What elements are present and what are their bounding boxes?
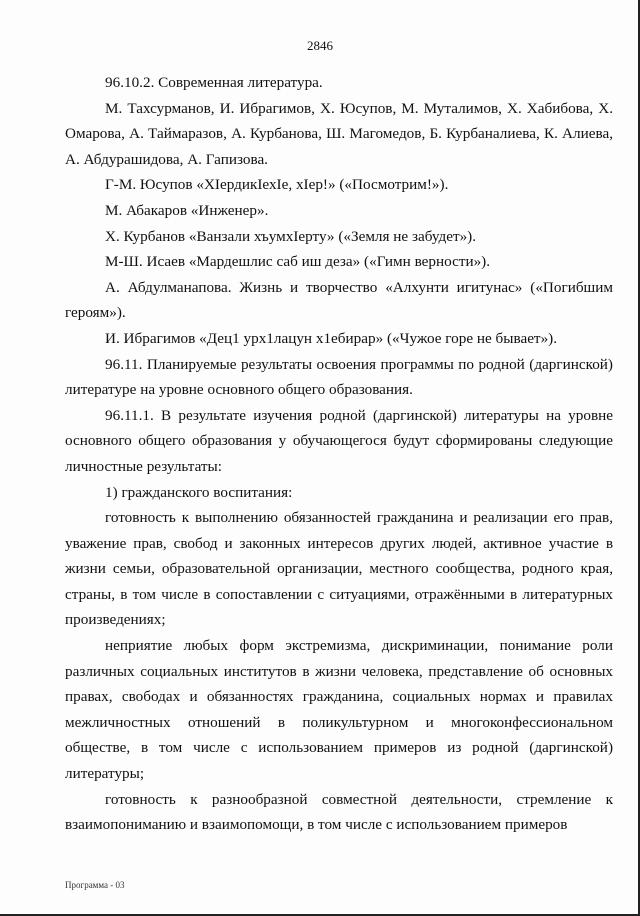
page-number: 2846 xyxy=(307,38,333,53)
section-heading-96-10-2: 96.10.2. Современная литература. xyxy=(105,74,323,91)
work-ibragimov: И. Ибрагимов «Дец1 урх1лацун х1ебирар» («Чужое горе не бывает»). xyxy=(105,329,558,347)
paragraph-readiness-cooperation: готовность к разнообразной совместной деятельности, стремление к взаимопониманию и взаимопомощи, в том числе с использованием примеров xyxy=(65,790,613,834)
work-yusupov: Г-М. Юсупов «ХIердикIехIе, хIер!» («Посмотрим!»). xyxy=(105,176,449,194)
list-item-civic-education: 1) гражданского воспитания: xyxy=(105,483,293,501)
paragraph-readiness-duties: готовность к выполнению обязанностей гражданина и реализации его прав, уважение прав, свобод и законных интересов других людей, активное участие в жизни семьи, образовательной организации, местного сообщества, родного края, страны, в том числе в сопоставлении с ситуациями, отражёнными в литературных произведениях; xyxy=(65,509,613,629)
section-96-11-1: 96.11.1. В результате изучения родной (даргинской) литературы на уровне основного общего образования у обучающегося будут сформированы следующие личностные результаты: xyxy=(65,406,613,475)
work-kurbanov: Х. Курбанов «Ванзали хъумхIерту» («Земля не забудет»). xyxy=(105,227,477,245)
paragraph-rejection-extremism: неприятие любых форм экстремизма, дискриминации, понимание роли различных социальных институтов в жизни человека, представление об основных правах, свободах и обязанностях гражданина, социальных нормах и правилах межличностных отношений в поликультурном и многоконфессиональном обществе, в том числе с использованием примеров из родной (даргинской) литературы; xyxy=(65,637,613,783)
section-heading-96-11: 96.11. Планируемые результаты освоения программы по родной (даргинской) литературе на уровне основного общего образования. xyxy=(65,355,613,399)
work-abdulmanapova: А. Абдулманапова. Жизнь и творчество «Алхунти игитунас» («Погибшим героям»). xyxy=(65,278,613,322)
authors-list: М. Тахсурманов, И. Ибрагимов, Х. Юсупов, М. Муталимов, Х. Хабибова, Х. Омарова, А. Таймаразов, А. Курбанова, Ш. Магомедов, Б. Курбаналиева, К. Алиева, А. Абдурашидова, А. Гапизова. xyxy=(65,99,613,168)
work-abakarov: М. Абакаров «Инженер». xyxy=(105,201,269,219)
work-isaev: М-Ш. Исаев «Мардешлис саб иш деза» («Гимн верности»). xyxy=(105,253,491,271)
page-footer: Программа - 03 xyxy=(65,880,125,890)
document-body xyxy=(65,70,613,838)
